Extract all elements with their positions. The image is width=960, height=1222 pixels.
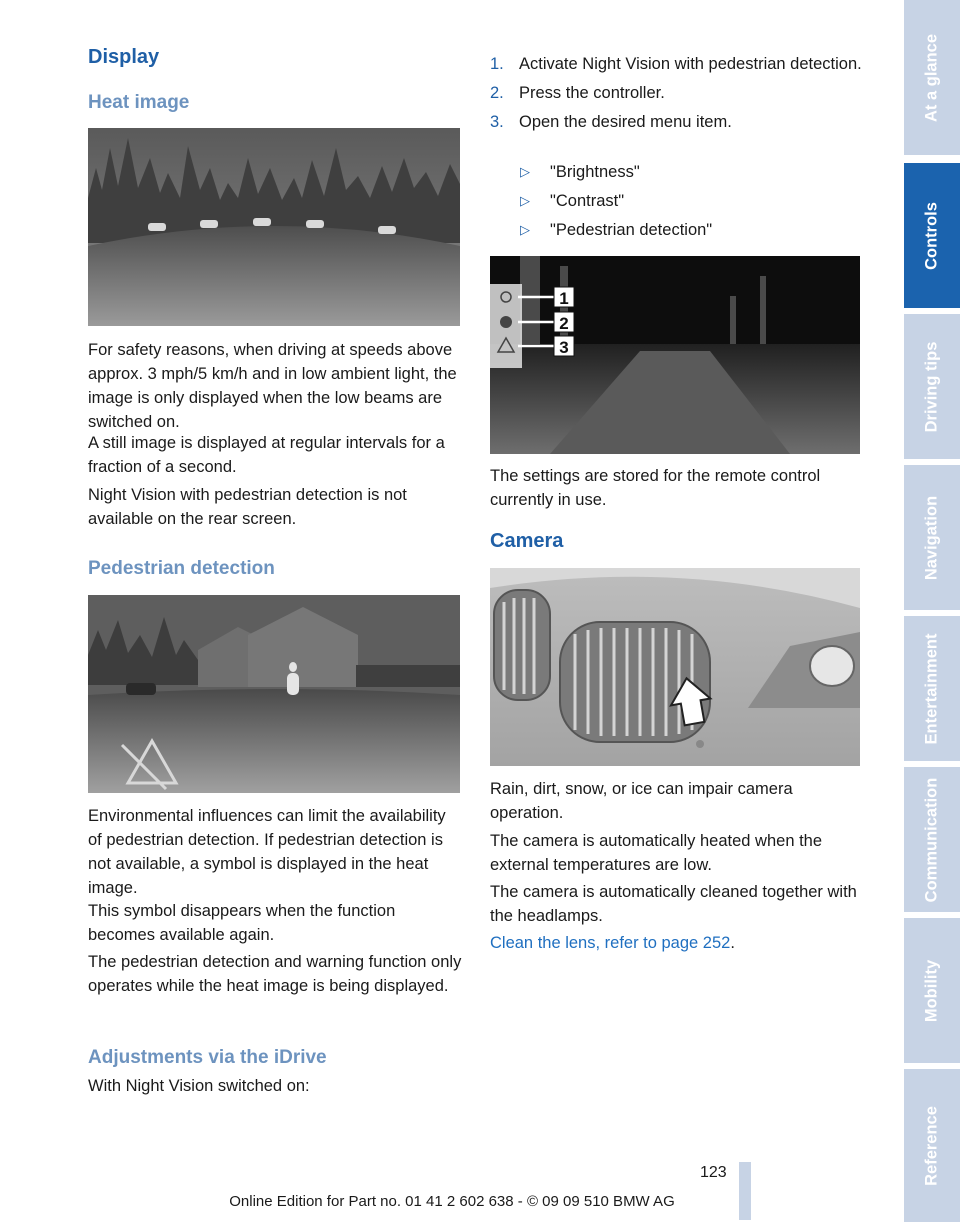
link-suffix: . (730, 934, 735, 952)
pedestrian-paragraph-3: The pedestrian detection and warning function only operates while the heat image is being displayed. (88, 953, 462, 995)
clean-lens-link[interactable]: Clean the lens, refer to page 252 (490, 934, 731, 952)
tab-controls[interactable] (904, 163, 960, 308)
adjustment-steps (490, 52, 862, 139)
camera-cross-reference (490, 931, 862, 955)
adjustments-intro: With Night Vision switched on: (88, 1077, 310, 1095)
tab-driving-tips[interactable] (904, 314, 960, 459)
step-number: 2. (490, 84, 504, 102)
tab-label: Mobility (922, 959, 941, 1022)
tab-label: Communication (922, 777, 941, 902)
tab-navigation[interactable] (904, 465, 960, 610)
heat-paragraph-2: A still image is displayed at regular intervals for a fraction of a second. (88, 434, 445, 476)
heat-image-illustration (88, 128, 460, 326)
tab-communication[interactable] (904, 767, 960, 912)
tab-label: Reference (922, 1105, 941, 1186)
tab-at-a-glance[interactable] (904, 0, 960, 155)
heat-paragraph-1: For safety reasons, when driving at speeds above approx. 3 mph/5 km/h and in low ambient light, the image is only displayed when the low beams are switched on. (88, 341, 457, 431)
settings-note: The settings are stored for the remote control currently in use. (490, 467, 821, 509)
heat-image-heading: Heat image (88, 92, 190, 113)
page-number: 123 (700, 1164, 727, 1181)
footer-edition-note: Online Edition for Part no. 01 41 2 602 638 - © 09 09 510 BMW AG (229, 1193, 675, 1210)
section-title: Display (88, 46, 160, 68)
pedestrian-paragraph-2: This symbol disappears when the function becomes available again. (88, 902, 396, 944)
triangle-bullet-icon: ▷ (520, 222, 530, 237)
option-label: "Contrast" (550, 192, 625, 210)
tab-label: At a glance (922, 33, 941, 122)
step-item (490, 110, 862, 134)
tab-mobility[interactable] (904, 918, 960, 1063)
camera-paragraph-2: The camera is automatically heated when the external temperatures are low. (490, 832, 823, 874)
tab-entertainment[interactable] (904, 616, 960, 761)
tab-label: Controls (922, 201, 941, 270)
step-number: 3. (490, 113, 504, 131)
step-item (490, 81, 862, 105)
step-number: 1. (490, 55, 504, 73)
step-text: Open the desired menu item. (519, 113, 732, 131)
menu-option-pedestrian-detection (519, 218, 712, 242)
tab-reference[interactable] (904, 1069, 960, 1222)
tab-label: Driving tips (922, 341, 941, 432)
camera-location-illustration (490, 568, 860, 766)
tab-label: Navigation (922, 495, 941, 580)
callout-1: 1 (559, 289, 569, 308)
camera-paragraph-3: The camera is automatically cleaned together with the headlamps. (490, 883, 857, 925)
triangle-bullet-icon: ▷ (520, 164, 530, 179)
heat-paragraph-3: Night Vision with pedestrian detection is not available on the rear screen. (88, 486, 407, 528)
page-number-marker (739, 1162, 751, 1220)
triangle-bullet-icon: ▷ (520, 193, 530, 208)
callout-3: 3 (559, 338, 569, 357)
step-item (490, 52, 862, 76)
camera-paragraph-1: Rain, dirt, snow, or ice can impair camera operation. (490, 780, 793, 822)
pedestrian-detection-heading: Pedestrian detection (88, 558, 275, 579)
menu-option-brightness (519, 160, 712, 184)
camera-heading: Camera (490, 530, 564, 552)
callout-2: 2 (559, 314, 569, 333)
pedestrian-paragraph-1: Environmental influences can limit the availability of pedestrian detection. If pedestrian detection is not available, a symbol is displayed in the heat image. (88, 807, 446, 897)
night-vision-settings-illustration (490, 256, 860, 454)
option-label: "Brightness" (550, 163, 640, 181)
option-label: "Pedestrian detection" (550, 221, 713, 239)
pedestrian-detection-illustration (88, 595, 460, 793)
contrast-icon (500, 316, 512, 328)
adjustments-heading: Adjustments via the iDrive (88, 1047, 327, 1068)
chapter-tabs (904, 0, 960, 1222)
step-text: Activate Night Vision with pedestrian detection. (519, 55, 862, 73)
tab-label: Entertainment (922, 633, 941, 744)
step-text: Press the controller. (519, 84, 665, 102)
menu-options-list (519, 160, 712, 247)
menu-option-contrast (519, 189, 712, 213)
